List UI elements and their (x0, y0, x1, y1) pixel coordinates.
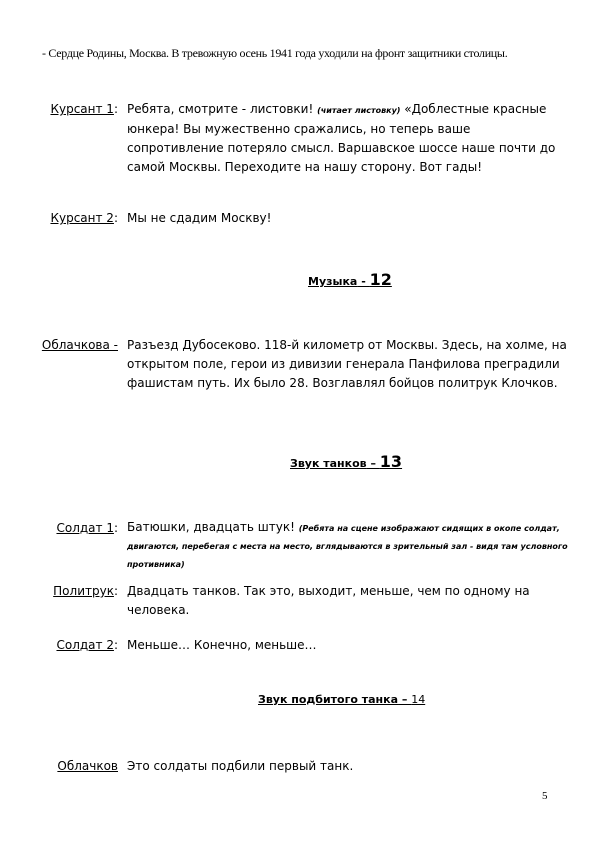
cue-separator: - (357, 275, 370, 288)
line-text-continued: «Доблестные красные юнкера! Вы мужественно сражались, но теперь ваше сопротивление потеряло смысл. Варшавское шоссе наше почти до самой Москвы. Переходите на нашу сторону. Вот гады! (127, 102, 556, 174)
line-text: Ребята, смотрите - листовки! (127, 102, 318, 116)
intro-paragraph: - Сердце Родины, Москва. В тревожную осень 1941 года уходили на фронт защитники столицы. (42, 46, 508, 60)
speaker-oblachkov (36, 757, 118, 776)
line-oblachkova: Разъезд Дубосеково. 118-й километр от Москвы. Здесь, на холме, на открытом поле, герои из дивизии генерала Панфилова преградили фашистам путь. Их было 28. Возглавлял бойцов политрук Клочков. (127, 338, 567, 390)
page-number: 5 (542, 790, 548, 802)
line-text: Батюшки, двадцать штук! (127, 520, 299, 534)
cue-music (308, 270, 392, 289)
speaker-name: Облачков (57, 759, 118, 773)
stage-direction: (Ребята на сцене изображают сидящих в окопе солдат, двигаются, перебегая с места на место, вглядываются в зрительный зал - видя там условного противника) (127, 524, 568, 569)
speaker-oblachkova (36, 336, 118, 355)
speaker-soldier-2: Солдат 2: (56, 638, 118, 652)
stage-direction: (читает листовку) (317, 106, 401, 115)
speaker-name: Курсант 2 (50, 211, 114, 225)
speaker-name: Солдат 1 (56, 521, 114, 535)
speaker-cadet-1: Курсант 1: (50, 102, 118, 116)
speaker-name: Курсант 1 (50, 102, 114, 116)
cue-tanks-sound (290, 452, 402, 471)
line-soldier-1 (127, 519, 570, 573)
line-politruk: Двадцать танков. Так это, выходит, меньше, чем по одному на человека. (127, 584, 530, 617)
line-cadet-1 (127, 100, 570, 177)
cue-separator: – (366, 457, 380, 470)
line-soldier-2: Меньше… Конечно, меньше… (127, 638, 317, 652)
speaker-name: Солдат 2 (56, 638, 114, 652)
cue-separator: – (398, 693, 412, 706)
cue-number: 13 (379, 452, 403, 471)
line-cadet-2: Мы не сдадим Москву! (127, 211, 272, 225)
speaker-name: Облачкова - (41, 338, 118, 352)
cue-destroyed-tank-sound (258, 693, 425, 706)
cue-label: Звук подбитого танка (258, 693, 399, 706)
speaker-politruk: Политрук: (53, 584, 118, 598)
speaker-cadet-2: Курсант 2: (50, 211, 118, 225)
cue-number: 12 (369, 270, 392, 289)
line-oblachkov: Это солдаты подбили первый танк. (127, 759, 354, 773)
cue-number: 14 (411, 693, 426, 706)
speaker-name: Политрук (53, 584, 114, 598)
cue-label: Музыка (308, 275, 358, 288)
speaker-soldier-1: Солдат 1: (56, 521, 118, 535)
cue-label: Звук танков (290, 457, 367, 470)
